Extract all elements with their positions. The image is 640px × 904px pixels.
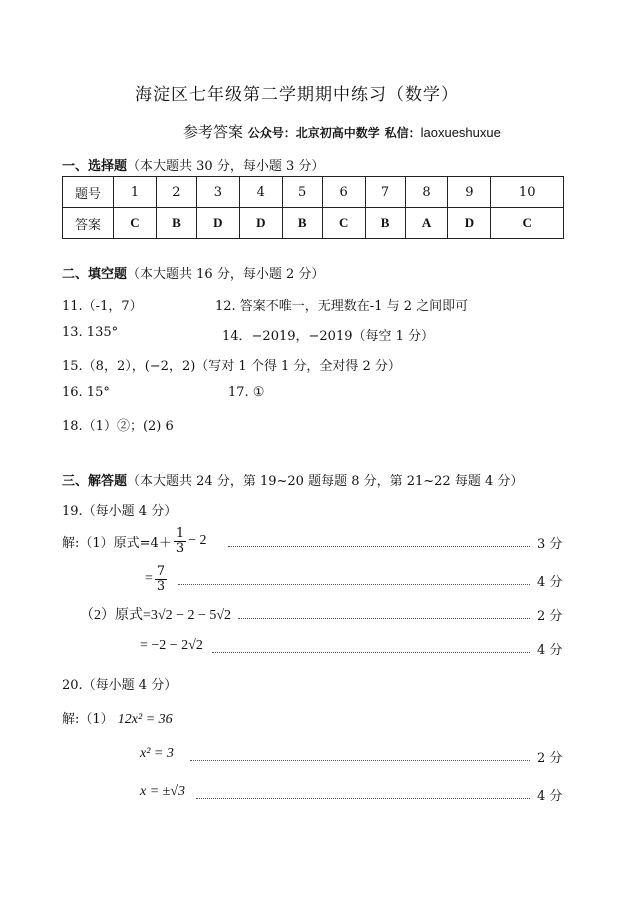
section2-heading: [62, 263, 324, 282]
table-cell: C: [322, 208, 365, 239]
table-cell: 2: [156, 177, 196, 208]
table-cell: B: [156, 208, 196, 239]
page-title: 海淀区七年级第二学期期中练习（数学）: [135, 85, 459, 105]
table-cell-label: 题号: [63, 177, 114, 208]
q20-eq2: x² = 3: [140, 746, 174, 761]
section1-note: （本大题共 30 分，每小题 3 分）: [127, 159, 325, 174]
q19-frac2-denominator: 3: [156, 578, 166, 594]
section3-title: 三、解答题: [62, 474, 128, 489]
section1-title: 一、选择题: [62, 159, 128, 174]
section3-note: （本大题共 24 分，第 19~20 题每题 8 分，第 21~22 每题 4 分）: [127, 474, 524, 489]
section2-title: 二、填空题: [62, 267, 128, 282]
q19-fraction-2: [155, 565, 167, 594]
q19-line1: [62, 525, 207, 557]
table-cell: B: [282, 208, 322, 239]
leader-dots: [178, 584, 530, 585]
q20-jie: 解:（1）: [62, 712, 114, 727]
table-cell: C: [114, 208, 157, 239]
q20-line1: [62, 708, 173, 728]
q19-eq4: = −2 − 2√2: [140, 638, 203, 653]
leader-dots: [190, 760, 530, 761]
table-row-answers: [63, 208, 564, 239]
fill-answer-17: 17. ①: [228, 385, 265, 400]
fill-answer-13: 13. 135°: [62, 325, 119, 340]
q19-tail1: − 2: [188, 533, 207, 548]
fill-answer-12: 12. 答案不唯一，无理数在-1 与 2 之间即可: [215, 299, 469, 314]
table-cell: 8: [405, 177, 448, 208]
q19-line2: [145, 563, 169, 595]
q20-score-3: 4 分: [537, 789, 563, 804]
q19-frac2-numerator: 7: [156, 563, 166, 579]
table-cell: 3: [196, 177, 239, 208]
q19-jie: 解:（1）原式=4＋: [62, 535, 172, 551]
section2-note: （本大题共 16 分，每小题 2 分）: [127, 267, 325, 282]
fill-answer-11: 11.（-1，7）: [62, 299, 143, 314]
leader-dots: [212, 652, 530, 653]
leader-dots: [238, 618, 530, 619]
fill-answer-16: 16. 15°: [62, 385, 110, 400]
q19-eq2-prefix: =: [145, 571, 153, 586]
table-cell: 7: [365, 177, 405, 208]
q19-score-3: 2 分: [537, 609, 563, 624]
q19-score-4: 4 分: [537, 643, 563, 658]
table-cell: B: [365, 208, 405, 239]
leader-dots: [196, 798, 530, 799]
table-cell: 6: [322, 177, 365, 208]
section1-heading: [62, 155, 324, 174]
table-cell: C: [491, 208, 564, 239]
page-subtitle: [183, 121, 501, 142]
q19-label: 19.（每小题 4 分）: [62, 504, 178, 519]
fill-answer-15: 15.（8，2），(−2，2)（写对 1 个得 1 分，全对得 2 分）: [62, 359, 401, 374]
q20-score-2: 2 分: [537, 751, 563, 766]
table-cell: D: [448, 208, 491, 239]
q20-eq3: x = ±√3: [140, 784, 186, 799]
table-cell: A: [405, 208, 448, 239]
table-cell: D: [239, 208, 282, 239]
q19-score-2: 4 分: [537, 575, 563, 590]
subtitle-main: 参考答案: [183, 123, 244, 141]
table-cell-label: 答案: [63, 208, 114, 239]
table-cell: 4: [239, 177, 282, 208]
subtitle-account: 公众号：北京初高中数学: [247, 126, 380, 140]
answer-table: [62, 176, 564, 239]
q20-eq1: 12x² = 36: [117, 712, 173, 727]
q19-fraction-1: [174, 527, 186, 556]
q20-label: 20.（每小题 4 分）: [62, 678, 178, 693]
leader-dots: [228, 546, 530, 547]
subtitle-handle: laoxueshuxue: [420, 125, 501, 140]
table-cell: 9: [448, 177, 491, 208]
subtitle-private-label: 私信：: [384, 126, 421, 140]
q19-part2: （2）原式=3√2 − 2 − 5√2: [80, 608, 232, 623]
q19-frac1-denominator: 3: [175, 540, 185, 556]
section3-heading: [62, 470, 523, 489]
table-cell: 1: [114, 177, 157, 208]
fill-answer-18: 18.（1）②；(2) 6: [62, 419, 174, 434]
fill-answer-14: 14．−2019，−2019（每空 1 分）: [222, 329, 435, 344]
table-row-numbers: [63, 177, 564, 208]
table-cell: 5: [282, 177, 322, 208]
q19-frac1-numerator: 1: [175, 525, 185, 541]
table-cell: 10: [491, 177, 564, 208]
table-cell: D: [196, 208, 239, 239]
q19-score-1: 3 分: [537, 537, 563, 552]
